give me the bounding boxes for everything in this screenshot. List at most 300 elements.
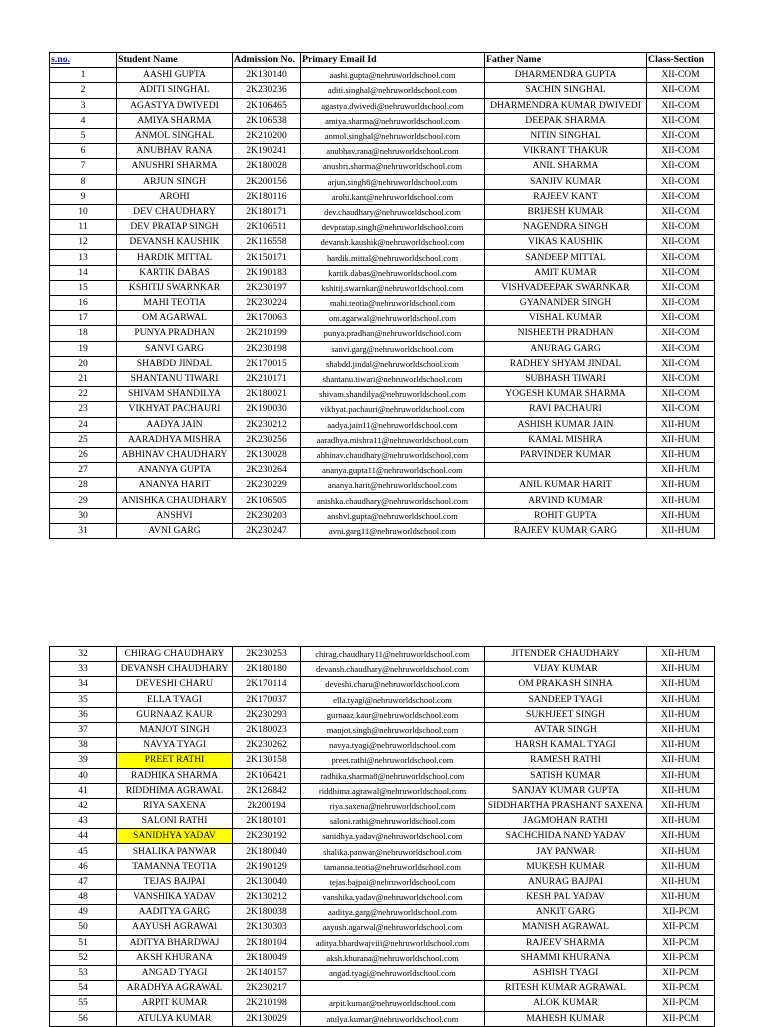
cell-admission-no: 2K150171 (233, 250, 301, 265)
cell-student-name: ARADHYA AGRAWAL (117, 981, 233, 996)
cell-admission-no: 2K210171 (233, 371, 301, 386)
cell-email: devansh.chaudhary@nehruworldschool.com (301, 662, 485, 677)
table-row (50, 920, 715, 935)
cell-class-section: XII-HUM (647, 692, 715, 707)
table-row (50, 844, 715, 859)
cell-email: anushri.sharma@nehruworldschool.com (301, 159, 485, 174)
cell-class-section: XII-PCM (647, 1011, 715, 1026)
table-row (50, 98, 715, 113)
cell-admission-no: 2K200156 (233, 174, 301, 189)
cell-admission-no: 2K190183 (233, 265, 301, 280)
cell-student-name: AROHI (117, 189, 233, 204)
cell-class-section: XII-COM (647, 326, 715, 341)
cell-admission-no: 2K130140 (233, 68, 301, 83)
cell-father-name: JITENDER CHAUDHARY (485, 647, 647, 662)
cell-admission-no: 2K140157 (233, 965, 301, 980)
cell-email: arpit.kumar@nehruworldschool.com (301, 996, 485, 1011)
cell-sno: 10 (50, 204, 117, 219)
table-row (50, 356, 715, 371)
cell-student-name: ANGAD TYAGI (117, 965, 233, 980)
cell-student-name: DEV CHAUDHARY (117, 204, 233, 219)
cell-student-name: GURNAAZ KAUR (117, 707, 233, 722)
cell-class-section: XII-HUM (647, 417, 715, 432)
cell-father-name: YOGESH KUMAR SHARMA (485, 387, 647, 402)
cell-admission-no: 2K180171 (233, 204, 301, 219)
cell-email: anshvi.gupta@nehruworldschool.com (301, 508, 485, 523)
cell-class-section: XII-COM (647, 265, 715, 280)
cell-student-name: KSHITIJ SWARNKAR (117, 280, 233, 295)
cell-admission-no: 2K230217 (233, 981, 301, 996)
cell-class-section: XII-HUM (647, 722, 715, 737)
cell-class-section: XII-COM (647, 144, 715, 159)
table-row (50, 68, 715, 83)
cell-admission-no: 2K180028 (233, 159, 301, 174)
cell-sno: 19 (50, 341, 117, 356)
cell-class-section: XII-HUM (647, 753, 715, 768)
cell-student-name: PREET RATHI (117, 753, 233, 768)
cell-email: aditya.bhardwajviii@nehruworldschool.com (301, 935, 485, 950)
cell-admission-no: 2K230293 (233, 707, 301, 722)
cell-admission-no: 2K210198 (233, 996, 301, 1011)
cell-sno: 36 (50, 707, 117, 722)
cell-email: vikhyat.pachauri@nehruworldschool.com (301, 402, 485, 417)
cell-sno: 41 (50, 783, 117, 798)
header-sno[interactable]: s.no. (50, 53, 117, 68)
cell-email: sanvi.garg@nehruworldschool.com (301, 341, 485, 356)
cell-class-section: XII-PCM (647, 920, 715, 935)
cell-admission-no: 2K230236 (233, 83, 301, 98)
cell-admission-no: 2k200194 (233, 798, 301, 813)
cell-student-name: ANISHKA CHAUDHARY (117, 493, 233, 508)
cell-father-name: DHARMENDRA GUPTA (485, 68, 647, 83)
cell-student-name: AMIYA SHARMA (117, 113, 233, 128)
cell-student-name: MANJOT SINGH (117, 722, 233, 737)
cell-class-section: XII-COM (647, 159, 715, 174)
cell-admission-no: 2K230247 (233, 523, 301, 538)
cell-student-name: AAYUSH AGRAWAl (117, 920, 233, 935)
table-row (50, 387, 715, 402)
cell-email: chirag.chaudhary11@nehruworldschool.com (301, 647, 485, 662)
table-row (50, 874, 715, 889)
cell-admission-no: 2K106465 (233, 98, 301, 113)
cell-class-section: XII-COM (647, 128, 715, 143)
cell-father-name: ASHISH TYAGI (485, 965, 647, 980)
cell-sno: 32 (50, 647, 117, 662)
cell-admission-no: 2K126842 (233, 783, 301, 798)
cell-admission-no: 2K230256 (233, 432, 301, 447)
header-row (50, 53, 715, 68)
cell-sno: 51 (50, 935, 117, 950)
cell-sno: 14 (50, 265, 117, 280)
cell-class-section: XII-COM (647, 204, 715, 219)
cell-admission-no: 2K190241 (233, 144, 301, 159)
header-student-name: Student Name (117, 53, 233, 68)
cell-student-name: ANUSHRI SHARMA (117, 159, 233, 174)
header-email: Primary Email Id (301, 53, 485, 68)
cell-admission-no: 2K230262 (233, 738, 301, 753)
cell-class-section: XII-COM (647, 356, 715, 371)
cell-student-name: ANUBHAV RANA (117, 144, 233, 159)
table-row (50, 235, 715, 250)
cell-class-section: XII-COM (647, 68, 715, 83)
header-father-name: Father Name (485, 53, 647, 68)
cell-admission-no: 2K180116 (233, 189, 301, 204)
cell-father-name: NITIN SINGHAL (485, 128, 647, 143)
cell-email: punya.pradhan@nehruworldschool.com (301, 326, 485, 341)
cell-sno: 50 (50, 920, 117, 935)
cell-father-name: SANJIV KUMAR (485, 174, 647, 189)
cell-email: anishka.chaudhary@nehruworldschool.com (301, 493, 485, 508)
cell-class-section: XII-HUM (647, 844, 715, 859)
cell-sno: 8 (50, 174, 117, 189)
cell-student-name: SALONI RATHI (117, 814, 233, 829)
table-row (50, 677, 715, 692)
student-table-part-1 (49, 52, 715, 539)
cell-sno: 3 (50, 98, 117, 113)
cell-sno: 42 (50, 798, 117, 813)
cell-sno: 43 (50, 814, 117, 829)
cell-email: radhika.sharma8@nehruworldschool.com (301, 768, 485, 783)
cell-sno: 52 (50, 950, 117, 965)
cell-student-name: ANANYA GUPTA (117, 463, 233, 478)
cell-father-name: SUBHASH TIWARI (485, 371, 647, 386)
cell-student-name: ANMOL SINGHAL (117, 128, 233, 143)
cell-admission-no: 2K180040 (233, 844, 301, 859)
cell-sno: 56 (50, 1011, 117, 1026)
table-row (50, 996, 715, 1011)
table-row (50, 402, 715, 417)
cell-sno: 15 (50, 280, 117, 295)
table-row (50, 189, 715, 204)
table-row (50, 890, 715, 905)
cell-email: aksh.khurana@nehruworldschool.com (301, 950, 485, 965)
cell-student-name: ABHINAV CHAUDHARY (117, 447, 233, 462)
cell-admission-no: 2K230253 (233, 647, 301, 662)
cell-admission-no: 2K210200 (233, 128, 301, 143)
cell-father-name: RITESH KUMAR AGRAWAL (485, 981, 647, 996)
cell-class-section: XII-COM (647, 387, 715, 402)
cell-email: shabdd.jindal@nehruworldschool.com (301, 356, 485, 371)
cell-student-name: AVNI GARG (117, 523, 233, 538)
cell-email: agastya.dwivedi@nehruworldschool.com (301, 98, 485, 113)
cell-father-name: RAVI PACHAURI (485, 402, 647, 417)
table-row (50, 280, 715, 295)
cell-class-section: XII-COM (647, 220, 715, 235)
cell-class-section: XII-HUM (647, 447, 715, 462)
cell-email: preet.rathi@nehruworldschool.com (301, 753, 485, 768)
cell-student-name: ATULYA KUMAR (117, 1011, 233, 1026)
cell-sno: 53 (50, 965, 117, 980)
cell-email: ananya.harit@nehruworldschool.com (301, 478, 485, 493)
table-row (50, 432, 715, 447)
cell-student-name: SHIVAM SHANDILYA (117, 387, 233, 402)
cell-student-name: DEVESHI CHARU (117, 677, 233, 692)
cell-email: aadya.jain11@nehruworldschool.com (301, 417, 485, 432)
cell-class-section: XII-COM (647, 371, 715, 386)
cell-father-name: VIKAS KAUSHIK (485, 235, 647, 250)
cell-sno: 29 (50, 493, 117, 508)
cell-student-name: HARDIK MITTAL (117, 250, 233, 265)
cell-admission-no: 2K180104 (233, 935, 301, 950)
cell-father-name: BRIJESH KUMAR (485, 204, 647, 219)
cell-student-name: TEJAS BAJPAI (117, 874, 233, 889)
cell-admission-no: 2K190129 (233, 859, 301, 874)
cell-admission-no: 2K230197 (233, 280, 301, 295)
cell-father-name: SANJAY KUMAR GUPTA (485, 783, 647, 798)
cell-email: aaradhya.mishra11@nehruworldschool.com (301, 432, 485, 447)
cell-father-name: SANDEEP MITTAL (485, 250, 647, 265)
cell-email: gurnaaz.kaur@nehruworldschool.com (301, 707, 485, 722)
cell-admission-no: 2K230203 (233, 508, 301, 523)
cell-class-section: XII-HUM (647, 493, 715, 508)
cell-sno: 20 (50, 356, 117, 371)
cell-father-name: VIJAY KUMAR (485, 662, 647, 677)
cell-student-name: ELLA TYAGI (117, 692, 233, 707)
cell-admission-no: 2K180038 (233, 905, 301, 920)
cell-class-section: XII-COM (647, 189, 715, 204)
table-row (50, 950, 715, 965)
cell-class-section: XII-COM (647, 83, 715, 98)
cell-sno: 37 (50, 722, 117, 737)
cell-father-name: MANISH AGRAWAL (485, 920, 647, 935)
cell-admission-no: 2K180023 (233, 722, 301, 737)
table-row (50, 965, 715, 980)
table-row (50, 159, 715, 174)
table-row (50, 738, 715, 753)
cell-sno: 6 (50, 144, 117, 159)
cell-student-name: SHANTANU TIWARI (117, 371, 233, 386)
cell-sno: 48 (50, 890, 117, 905)
table-row (50, 981, 715, 996)
cell-class-section: XII-HUM (647, 647, 715, 662)
cell-student-name: OM AGARWAL (117, 311, 233, 326)
table-row (50, 250, 715, 265)
cell-father-name: VIKRANT THAKUR (485, 144, 647, 159)
cell-admission-no: 2K130028 (233, 447, 301, 462)
cell-admission-no: 2K230264 (233, 463, 301, 478)
cell-class-section: XII-COM (647, 341, 715, 356)
cell-father-name: JAGMOHAN RATHI (485, 814, 647, 829)
table-row (50, 113, 715, 128)
header-class-section: Class-Section (647, 53, 715, 68)
cell-sno: 49 (50, 905, 117, 920)
cell-student-name: ANSHVI (117, 508, 233, 523)
cell-father-name: MUKESH KUMAR (485, 859, 647, 874)
cell-email: kartik.dabas@nehruworldschool.com (301, 265, 485, 280)
cell-sno: 5 (50, 128, 117, 143)
cell-father-name: GYANANDER SINGH (485, 296, 647, 311)
table-row (50, 128, 715, 143)
table-row (50, 204, 715, 219)
table-row (50, 798, 715, 813)
cell-sno: 1 (50, 68, 117, 83)
table-row (50, 753, 715, 768)
cell-class-section: XII-HUM (647, 677, 715, 692)
cell-sno: 54 (50, 981, 117, 996)
cell-admission-no: 2K106421 (233, 768, 301, 783)
cell-father-name: SACHIN SINGHAL (485, 83, 647, 98)
cell-student-name: KARTIK DABAS (117, 265, 233, 280)
cell-email: aashi.gupta@nehruworldschool.com (301, 68, 485, 83)
table-row (50, 296, 715, 311)
cell-sno: 46 (50, 859, 117, 874)
cell-student-name: ADITYA BHARDWAJ (117, 935, 233, 950)
cell-admission-no: 2K130303 (233, 920, 301, 935)
cell-email: ananya.gupta11@nehruworldschool.com (301, 463, 485, 478)
table-row (50, 707, 715, 722)
cell-father-name: ANIL SHARMA (485, 159, 647, 174)
cell-student-name: SHABDD JINDAL (117, 356, 233, 371)
cell-student-name: CHIRAG CHAUDHARY (117, 647, 233, 662)
cell-email: riddhima.agrawal@nehruworldschool.com (301, 783, 485, 798)
cell-email (301, 981, 485, 996)
cell-admission-no: 2K106538 (233, 113, 301, 128)
cell-class-section: XII-PCM (647, 996, 715, 1011)
cell-student-name: DEV PRATAP SINGH (117, 220, 233, 235)
student-table-part-2 (49, 646, 715, 1027)
cell-student-name: AADITYA GARG (117, 905, 233, 920)
cell-father-name: ANKIT GARG (485, 905, 647, 920)
cell-sno: 4 (50, 113, 117, 128)
cell-student-name: AGASTYA DWIVEDI (117, 98, 233, 113)
table-row (50, 722, 715, 737)
cell-sno: 25 (50, 432, 117, 447)
table-row (50, 508, 715, 523)
cell-sno: 13 (50, 250, 117, 265)
cell-admission-no: 2K210199 (233, 326, 301, 341)
cell-class-section: XII-HUM (647, 463, 715, 478)
cell-email: abhinav.chaudhary@nehruworldschool.com (301, 447, 485, 462)
cell-sno: 47 (50, 874, 117, 889)
cell-student-name: PUNYA PRADHAN (117, 326, 233, 341)
cell-class-section: XII-HUM (647, 738, 715, 753)
cell-father-name: SATISH KUMAR (485, 768, 647, 783)
table-row (50, 829, 715, 844)
table-row (50, 478, 715, 493)
cell-student-name: DEVANSH CHAUDHARY (117, 662, 233, 677)
cell-email: riya.saxena@nehruworldschool.com (301, 798, 485, 813)
cell-email: anubhav.rana@nehruworldschool.com (301, 144, 485, 159)
cell-father-name: RAJEEV KANT (485, 189, 647, 204)
cell-father-name: RAJEEV SHARMA (485, 935, 647, 950)
cell-father-name: RADHEY SHYAM JINDAL (485, 356, 647, 371)
cell-email: shivam.shandilya@nehruworldschool.com (301, 387, 485, 402)
table-row (50, 768, 715, 783)
cell-student-name: ARPIT KUMAR (117, 996, 233, 1011)
cell-father-name: ALOK KUMAR (485, 996, 647, 1011)
cell-father-name: DHARMENDRA KUMAR DWIVEDI (485, 98, 647, 113)
cell-class-section: XII-COM (647, 311, 715, 326)
cell-email: arohi.kant@nehruworldschool.com (301, 189, 485, 204)
cell-email: shantanu.tiwari@nehruworldschool.com (301, 371, 485, 386)
cell-father-name: AVTAR SINGH (485, 722, 647, 737)
table-row (50, 662, 715, 677)
cell-sno: 11 (50, 220, 117, 235)
cell-email: shalika.panwar@nehruworldschool.com (301, 844, 485, 859)
cell-father-name: ASHISH KUMAR JAIN (485, 417, 647, 432)
cell-admission-no: 2K170037 (233, 692, 301, 707)
cell-class-section: XII-HUM (647, 783, 715, 798)
cell-sno: 27 (50, 463, 117, 478)
cell-class-section: XII-HUM (647, 859, 715, 874)
cell-class-section: XII-HUM (647, 707, 715, 722)
table-row (50, 311, 715, 326)
cell-email: vanshika.yadav@nehruworldschool.com (301, 890, 485, 905)
cell-email: anmol.singhal@nehruworldschool.com (301, 128, 485, 143)
cell-sno: 21 (50, 371, 117, 386)
cell-father-name: SACHCHIDA NAND YADAV (485, 829, 647, 844)
cell-sno: 18 (50, 326, 117, 341)
cell-father-name: VISHAL KUMAR (485, 311, 647, 326)
cell-sno: 55 (50, 996, 117, 1011)
table-row (50, 174, 715, 189)
cell-admission-no: 2K130158 (233, 753, 301, 768)
cell-admission-no: 2K130040 (233, 874, 301, 889)
cell-class-section: XII-HUM (647, 829, 715, 844)
cell-father-name: RAJEEV KUMAR GARG (485, 523, 647, 538)
cell-father-name: SHAMMI KHURANA (485, 950, 647, 965)
cell-class-section: XII-COM (647, 250, 715, 265)
cell-student-name: SANIDHYA YADAV (117, 829, 233, 844)
cell-class-section: XII-COM (647, 174, 715, 189)
cell-class-section: XII-HUM (647, 768, 715, 783)
cell-admission-no: 2K116558 (233, 235, 301, 250)
table-row (50, 814, 715, 829)
cell-father-name: MAHESH KUMAR (485, 1011, 647, 1026)
cell-class-section: XII-COM (647, 113, 715, 128)
cell-email: dev.chaudhary@nehruworldschool.com (301, 204, 485, 219)
cell-student-name: VIKHYAT PACHAURI (117, 402, 233, 417)
cell-admission-no: 2K130029 (233, 1011, 301, 1026)
cell-father-name: ANIL KUMAR HARIT (485, 478, 647, 493)
cell-class-section: XII-PCM (647, 981, 715, 996)
cell-class-section: XII-HUM (647, 478, 715, 493)
cell-admission-no: 2K180049 (233, 950, 301, 965)
cell-class-section: XII-HUM (647, 798, 715, 813)
cell-email: atulya.kumar@nehruworldschool.com (301, 1011, 485, 1026)
cell-father-name: KESH PAL YADAV (485, 890, 647, 905)
cell-email: navya.tyagi@nehruworldschool.com (301, 738, 485, 753)
table-row (50, 692, 715, 707)
cell-email: amiya.sharma@nehruworldschool.com (301, 113, 485, 128)
cell-class-section: XII-PCM (647, 950, 715, 965)
cell-student-name: AKSH KHURANA (117, 950, 233, 965)
cell-father-name: ANURAG BAJPAI (485, 874, 647, 889)
cell-admission-no: 2K230229 (233, 478, 301, 493)
cell-class-section: XII-HUM (647, 432, 715, 447)
cell-student-name: ARJUN SINGH (117, 174, 233, 189)
table-row (50, 905, 715, 920)
cell-father-name: SANDEEP TYAGI (485, 692, 647, 707)
cell-sno: 2 (50, 83, 117, 98)
cell-admission-no: 2K230192 (233, 829, 301, 844)
table-row (50, 83, 715, 98)
cell-sno: 22 (50, 387, 117, 402)
cell-student-name: AARADHYA MISHRA (117, 432, 233, 447)
cell-class-section: XII-HUM (647, 523, 715, 538)
cell-father-name: RAMESH RATHI (485, 753, 647, 768)
cell-class-section: XII-PCM (647, 935, 715, 950)
table-row (50, 447, 715, 462)
cell-admission-no: 2K170063 (233, 311, 301, 326)
table-row (50, 463, 715, 478)
cell-father-name: SIDDHARTHA PRASHANT SAXENA (485, 798, 647, 813)
cell-student-name: NAVYA TYAGI (117, 738, 233, 753)
cell-admission-no: 2K190030 (233, 402, 301, 417)
table-row (50, 341, 715, 356)
table-row (50, 783, 715, 798)
cell-father-name: ARVIND KUMAR (485, 493, 647, 508)
